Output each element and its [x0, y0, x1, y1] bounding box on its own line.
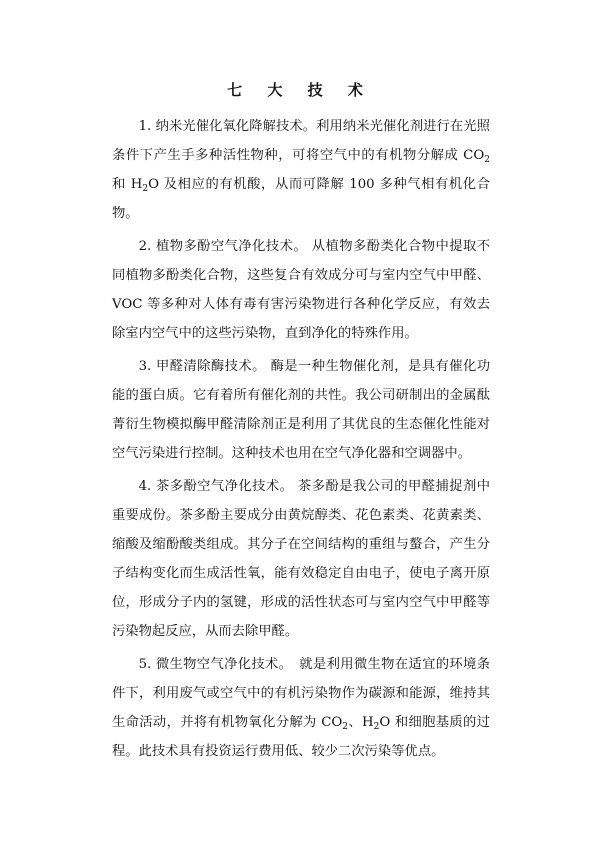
paragraph-text: 、H — [348, 715, 374, 730]
paragraph-formaldehyde-enzyme: 3. 甲醛清除酶技术。 酶是一种生物催化剂，是具有催化功能的蛋白质。它有着所有催化剂的共性。我公司研制出的金属酞菁衍生物模拟酶甲醛清除剂正是利用了其优良的生态催化性能对空气污染进行控制。这种技术也用在空气净化器和空调器中。 — [112, 359, 490, 461]
paragraph-text: O 及相应的有机酸，从而可降解 100 多种气相有机化合物。 — [112, 177, 490, 221]
paragraph-nano-photocatalysis — [112, 112, 490, 228]
paragraph-tea-polyphenol: 4. 茶多酚空气净化技术。 茶多酚是我公司的甲醛捕捉剂中重要成份。茶多酚主要成分由黄烷醇类、花色素类、花黄素类、缩酸及缩酚酸类组成。其分子在空间结构的重组与螯合，产生分子结构变化而生成活性氧，能有效稳定自由电子，使电子离开原位，形成分子内的氢键，形成的活性状态可与室内空气中甲醛等污染物起反应，从而去除甲醛。 — [112, 479, 490, 639]
paragraph-text: 5. 微生物空气净化技术。 就是利用微生物在适宜的环境条件下，利用废气或空气中的有机污染物作为碳源和能源，维持其生命活动，并将有机物氧化分解为 CO — [112, 657, 490, 730]
subscript-2: 2 — [142, 184, 149, 194]
document-body — [112, 112, 490, 770]
paragraph-microbial-purification — [112, 650, 490, 766]
paragraph-text: 1. 纳米光催化氧化降解技术。利用纳米光催化剂进行在光照条件下产生手多种活性物种，可将空气中的有机物分解成 CO — [112, 119, 490, 163]
paragraph-plant-polyphenol: 2. 植物多酚空气净化技术。 从植物多酚类化合物中提取不同植物多酚类化合物，这些复合有效成分可与室内空气中甲醛、VOC 等多种对人体有毒有害污染物进行各种化学反应，有效去除室内空气中的这些污染物，直到净化的特殊作用。 — [112, 239, 490, 341]
subscript-2: 2 — [342, 722, 349, 732]
paragraph-text: O 和细胞基质的过程。此技术具有投资运行费用低、较少二次污染等优点。 — [112, 715, 490, 759]
subscript-2: 2 — [484, 155, 490, 165]
subscript-2: 2 — [373, 722, 380, 732]
page-title: 七 大 技 术 — [227, 81, 373, 99]
paragraph-text: 和 H — [112, 177, 143, 192]
